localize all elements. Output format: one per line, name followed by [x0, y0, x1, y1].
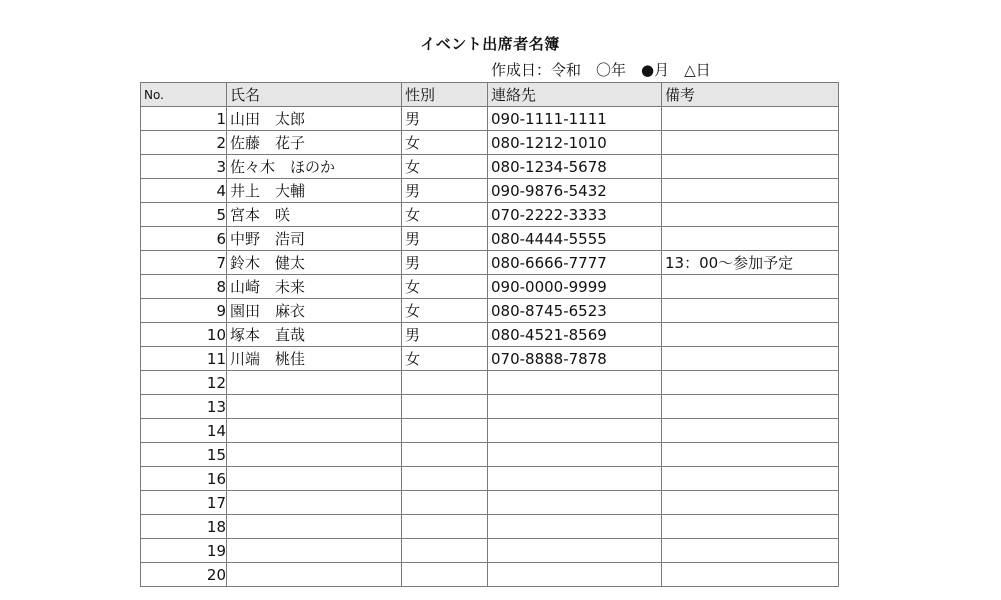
cell-remarks[interactable] [662, 179, 839, 203]
table-row [141, 203, 839, 227]
header-row [141, 83, 839, 107]
cell-contact[interactable]: 070-2222-3333 [488, 203, 662, 227]
cell-name[interactable] [227, 371, 402, 395]
cell-gender[interactable] [402, 443, 488, 467]
cell-gender[interactable]: 女 [402, 299, 488, 323]
cell-remarks[interactable] [662, 131, 839, 155]
cell-name[interactable]: 井上 大輔 [227, 179, 402, 203]
cell-contact[interactable] [488, 419, 662, 443]
cell-contact[interactable]: 080-1234-5678 [488, 155, 662, 179]
cell-gender[interactable]: 女 [402, 155, 488, 179]
cell-name[interactable]: 園田 麻衣 [227, 299, 402, 323]
cell-no[interactable]: 18 [141, 515, 227, 539]
cell-contact[interactable]: 090-0000-9999 [488, 275, 662, 299]
cell-no[interactable]: 12 [141, 371, 227, 395]
cell-gender[interactable]: 男 [402, 251, 488, 275]
cell-gender[interactable] [402, 371, 488, 395]
cell-no[interactable]: 2 [141, 131, 227, 155]
cell-name[interactable] [227, 419, 402, 443]
cell-name[interactable]: 鈴木 健太 [227, 251, 402, 275]
cell-gender[interactable] [402, 539, 488, 563]
table-row [141, 131, 839, 155]
cell-contact[interactable]: 090-1111-1111 [488, 107, 662, 131]
cell-no[interactable]: 11 [141, 347, 227, 371]
cell-remarks[interactable] [662, 443, 839, 467]
cell-no[interactable]: 14 [141, 419, 227, 443]
cell-name[interactable] [227, 515, 402, 539]
cell-no[interactable]: 16 [141, 467, 227, 491]
cell-no[interactable]: 5 [141, 203, 227, 227]
cell-contact[interactable]: 090-9876-5432 [488, 179, 662, 203]
table-row [141, 107, 839, 131]
table-row [141, 467, 839, 491]
cell-gender[interactable] [402, 395, 488, 419]
cell-remarks[interactable] [662, 107, 839, 131]
cell-gender[interactable] [402, 563, 488, 587]
cell-remarks[interactable] [662, 563, 839, 587]
cell-remarks[interactable] [662, 419, 839, 443]
cell-contact[interactable]: 070-8888-7878 [488, 347, 662, 371]
cell-contact[interactable] [488, 491, 662, 515]
table-row [141, 227, 839, 251]
cell-contact[interactable]: 080-6666-7777 [488, 251, 662, 275]
cell-no[interactable]: 4 [141, 179, 227, 203]
cell-gender[interactable] [402, 491, 488, 515]
cell-no[interactable]: 19 [141, 539, 227, 563]
cell-remarks[interactable] [662, 155, 839, 179]
header-contact[interactable]: 連絡先 [488, 83, 662, 107]
cell-gender[interactable]: 女 [402, 131, 488, 155]
cell-name[interactable]: 佐々木 ほのか [227, 155, 402, 179]
cell-no[interactable]: 17 [141, 491, 227, 515]
created-date-line: 作成日：令和 〇年 ●月 △日 [491, 61, 711, 79]
cell-name[interactable] [227, 563, 402, 587]
table-row [141, 323, 839, 347]
document-title: イベント出席者名簿 [420, 35, 560, 53]
cell-contact[interactable]: 080-4444-5555 [488, 227, 662, 251]
cell-contact[interactable] [488, 467, 662, 491]
cell-no[interactable]: 9 [141, 299, 227, 323]
table-row [141, 539, 839, 563]
header-no[interactable]: No. [141, 83, 227, 107]
table-row [141, 275, 839, 299]
table-row [141, 443, 839, 467]
cell-contact[interactable] [488, 443, 662, 467]
cell-name[interactable]: 塚本 直哉 [227, 323, 402, 347]
cell-contact[interactable]: 080-8745-6523 [488, 299, 662, 323]
cell-remarks[interactable] [662, 395, 839, 419]
cell-name[interactable]: 山田 太郎 [227, 107, 402, 131]
cell-name[interactable]: 佐藤 花子 [227, 131, 402, 155]
cell-gender[interactable]: 男 [402, 107, 488, 131]
cell-remarks[interactable] [662, 539, 839, 563]
table-row [141, 395, 839, 419]
cell-gender[interactable]: 女 [402, 275, 488, 299]
header-gender[interactable]: 性別 [402, 83, 488, 107]
cell-contact[interactable] [488, 515, 662, 539]
cell-name[interactable]: 宮本 咲 [227, 203, 402, 227]
cell-gender[interactable] [402, 467, 488, 491]
cell-gender[interactable]: 男 [402, 323, 488, 347]
table-row [141, 371, 839, 395]
cell-gender[interactable] [402, 515, 488, 539]
cell-name[interactable]: 中野 浩司 [227, 227, 402, 251]
cell-remarks[interactable] [662, 515, 839, 539]
cell-gender[interactable]: 女 [402, 347, 488, 371]
cell-remarks[interactable] [662, 347, 839, 371]
cell-contact[interactable] [488, 395, 662, 419]
cell-gender[interactable]: 男 [402, 179, 488, 203]
cell-no[interactable]: 10 [141, 323, 227, 347]
cell-contact[interactable] [488, 539, 662, 563]
table-row [141, 299, 839, 323]
table-row [141, 179, 839, 203]
cell-name[interactable] [227, 491, 402, 515]
cell-remarks[interactable] [662, 323, 839, 347]
table-row [141, 347, 839, 371]
cell-remarks[interactable]: 13：00～参加予定 [662, 251, 839, 275]
cell-name[interactable] [227, 395, 402, 419]
cell-gender[interactable]: 男 [402, 227, 488, 251]
cell-remarks[interactable] [662, 203, 839, 227]
cell-gender[interactable] [402, 419, 488, 443]
cell-no[interactable]: 3 [141, 155, 227, 179]
cell-contact[interactable]: 080-1212-1010 [488, 131, 662, 155]
attendee-table [140, 82, 839, 587]
cell-contact[interactable] [488, 371, 662, 395]
table-row [141, 563, 839, 587]
table-row [141, 155, 839, 179]
cell-no[interactable]: 13 [141, 395, 227, 419]
cell-contact[interactable]: 080-4521-8569 [488, 323, 662, 347]
cell-name[interactable]: 山崎 未来 [227, 275, 402, 299]
cell-no[interactable]: 20 [141, 563, 227, 587]
cell-no[interactable]: 7 [141, 251, 227, 275]
header-name[interactable]: 氏名 [227, 83, 402, 107]
cell-remarks[interactable] [662, 275, 839, 299]
cell-no[interactable]: 6 [141, 227, 227, 251]
cell-contact[interactable] [488, 563, 662, 587]
cell-name[interactable]: 川端 桃佳 [227, 347, 402, 371]
cell-remarks[interactable] [662, 467, 839, 491]
header-remarks[interactable]: 備考 [662, 83, 839, 107]
table-row [141, 491, 839, 515]
cell-remarks[interactable] [662, 227, 839, 251]
table-row [141, 419, 839, 443]
cell-name[interactable] [227, 443, 402, 467]
table-row [141, 515, 839, 539]
cell-remarks[interactable] [662, 299, 839, 323]
cell-no[interactable]: 15 [141, 443, 227, 467]
table-row [141, 251, 839, 275]
cell-remarks[interactable] [662, 491, 839, 515]
cell-gender[interactable]: 女 [402, 203, 488, 227]
cell-no[interactable]: 8 [141, 275, 227, 299]
cell-name[interactable] [227, 539, 402, 563]
cell-remarks[interactable] [662, 371, 839, 395]
cell-no[interactable]: 1 [141, 107, 227, 131]
cell-name[interactable] [227, 467, 402, 491]
